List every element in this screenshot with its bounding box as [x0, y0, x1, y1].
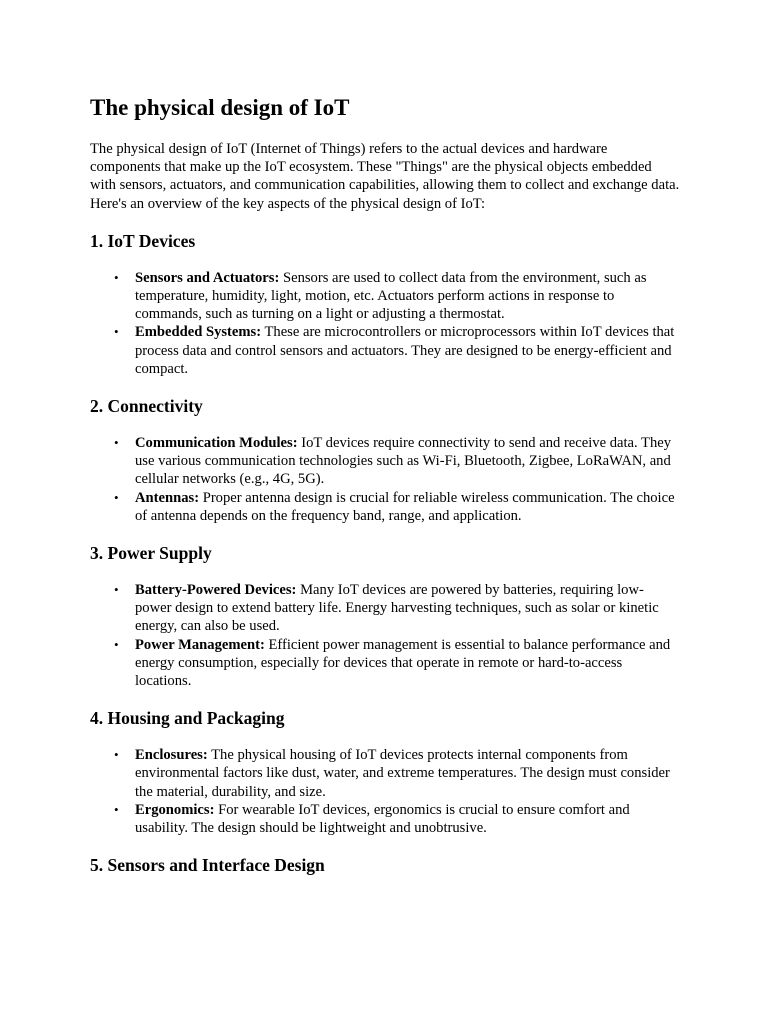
item-term: Ergonomics:: [135, 801, 215, 818]
section-iot-devices: [90, 230, 680, 378]
list-item: [114, 489, 680, 525]
item-text: Efficient power management is essential to balance performance and energy consumption, especially for devices that operate in remote or hard-to-access locations.: [135, 636, 671, 690]
list-item: [114, 636, 680, 691]
item-text: Sensors are used to collect data from the environment, such as temperature, humidity, light, motion, etc. Actuators perform actions in response to commands, such as turning on a light or adjusting a thermostat.: [135, 269, 647, 323]
list-item: [114, 581, 680, 636]
section-heading: 2. Connectivity: [90, 396, 203, 417]
section-heading: 5. Sensors and Interface Design: [90, 855, 325, 876]
list-item: [114, 746, 680, 801]
bullet-list: [90, 746, 680, 837]
bullet-icon: •: [114, 324, 119, 340]
item-term: Battery-Powered Devices:: [135, 582, 297, 599]
bullet-icon: •: [114, 489, 119, 505]
bullet-icon: •: [114, 636, 119, 652]
item-text: Proper antenna design is crucial for reliable wireless communication. The choice of antenna depends on the frequency band, range, and application.: [135, 489, 675, 524]
section-heading: 1. IoT Devices: [90, 230, 196, 251]
item-text: For wearable IoT devices, ergonomics is crucial to ensure comfort and usability. The design should be lightweight and unobtrusive.: [135, 801, 630, 837]
list-item: [114, 323, 680, 378]
item-term: Antennas:: [135, 489, 200, 506]
section-power-supply: [90, 542, 680, 690]
item-term: Embedded Systems:: [135, 324, 262, 341]
page-title: The physical design of IoT: [90, 95, 350, 120]
section-connectivity: [90, 395, 680, 525]
item-term: Enclosures:: [135, 747, 208, 764]
list-item: [114, 434, 680, 489]
item-term: Sensors and Actuators:: [135, 269, 280, 286]
item-text: These are microcontrollers or microprocessors within IoT devices that process data and control sensors and actuators. They are designed to be energy-efficient and compact.: [135, 324, 675, 377]
bullet-icon: •: [114, 582, 119, 598]
intro-paragraph: The physical design of IoT (Internet of Things) refers to the actual devices and hardware components that make up the IoT ecosystem. These "Things" are the physical objects embedded with sensors, actuators, and communication capabilities, allowing them to collect and exchange data. Here's an overview of the key aspects of the physical design of IoT:: [90, 141, 680, 212]
item-text: The physical housing of IoT devices protects internal components from environmental factors like dust, water, and extreme temperatures. The design must consider the material, durability, and size.: [135, 747, 670, 800]
list-item: [114, 801, 680, 837]
bullet-list: [90, 434, 680, 525]
section-housing-packaging: [90, 707, 680, 837]
item-text: IoT devices require connectivity to send and receive data. They use various communication technologies such as Wi-Fi, Bluetooth, Zigbee, LoRaWAN, and cellular networks (e.g., 4G, 5G).: [135, 435, 672, 488]
bullet-icon: •: [114, 801, 119, 817]
bullet-icon: •: [114, 747, 119, 763]
section-heading: 4. Housing and Packaging: [90, 708, 285, 729]
bullet-list: [90, 269, 680, 378]
section-heading: 3. Power Supply: [90, 543, 212, 564]
list-item: [114, 269, 680, 324]
item-text: Many IoT devices are powered by batteries, requiring low-power design to extend battery life. Energy harvesting techniques, such as solar or kinetic energy, can also be used.: [135, 582, 659, 635]
item-term: Communication Modules:: [135, 435, 298, 452]
bullet-icon: •: [114, 269, 119, 285]
bullet-icon: •: [114, 435, 119, 451]
bullet-list: [90, 581, 680, 690]
item-term: Power Management:: [135, 636, 265, 653]
section-sensors-interface: [90, 854, 680, 876]
